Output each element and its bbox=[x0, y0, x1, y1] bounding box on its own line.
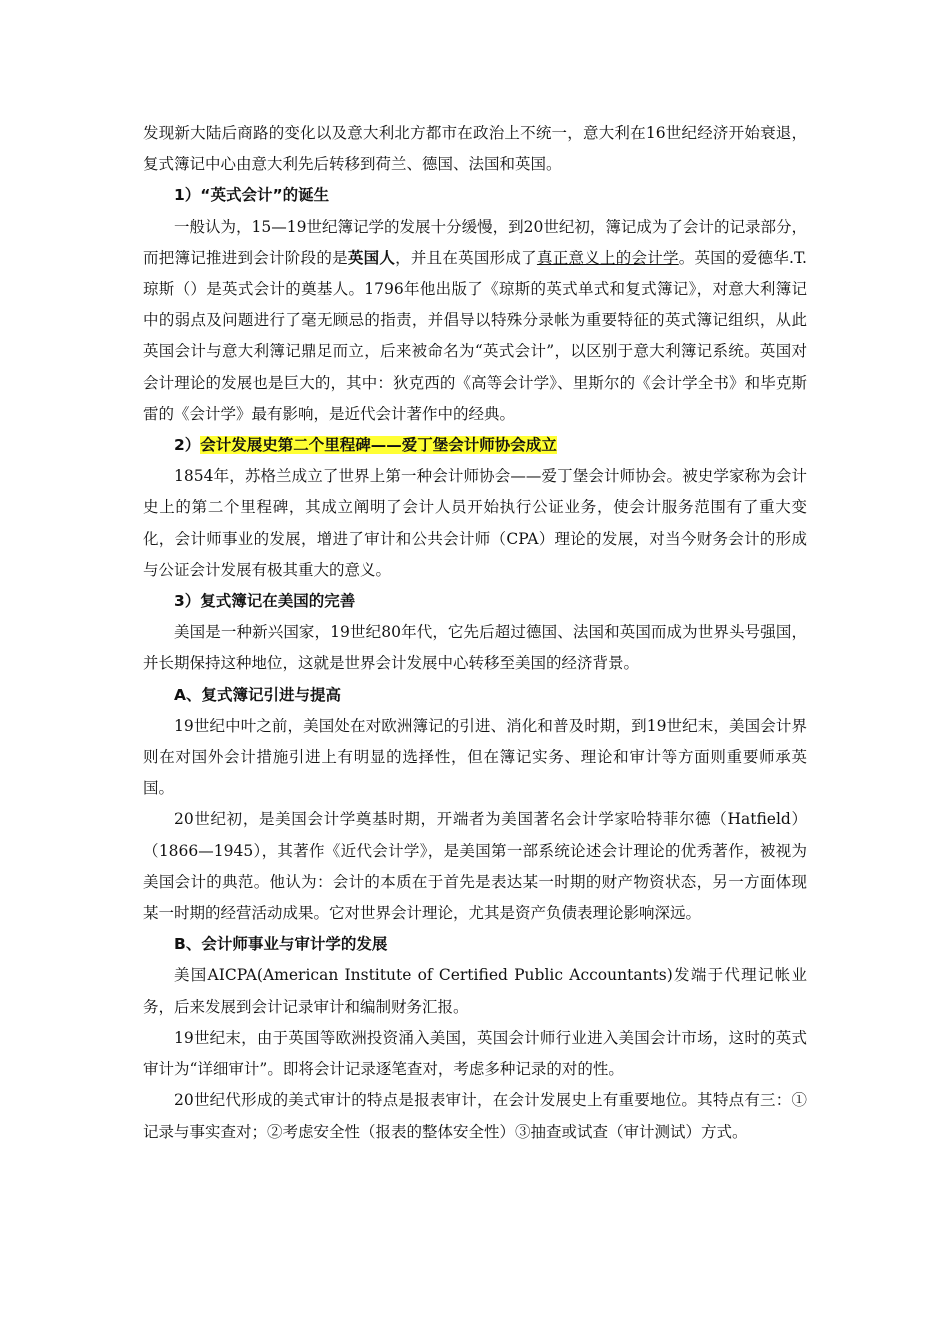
heading-prefix: 2） bbox=[174, 436, 201, 455]
paragraph-usa-background: 美国是一种新兴国家，19世纪80年代，它先后超过德国、法国和英国而成为世界头号强国，并长期保持这种地位，这就是世界会计发展中心转移至美国的经济背景。 bbox=[143, 623, 807, 673]
underlined-text: 真正意义上的会计学 bbox=[536, 248, 679, 267]
paragraph-aicpa: 美国AICPA(American Institute of Certified Public Accountants)发端于代理记帐业务，后来发展到会计记录审计和编制财务汇报。 bbox=[143, 966, 807, 1016]
highlighted-text: 会计发展史第二个里程碑——爱丁堡会计师协会成立 bbox=[200, 436, 557, 455]
heading-milestone bbox=[143, 430, 807, 461]
heading-usa-bookkeeping: 3）复式簿记在美国的完善 bbox=[174, 592, 356, 611]
paragraph-edinburgh: 1854年，苏格兰成立了世界上第一种会计师协会——爱丁堡会计师协会。被史学家称为会计史上的第二个里程碑，其成立阐明了会计人员开始执行公证业务，使会计服务范围有了重大变化，会计师事业的发展，增进了审计和公共会计师（CPA）理论的发展，对当今财务会计的形成与公证会计发展有极其重大的意义。 bbox=[143, 467, 807, 579]
heading-cpa-auditing: B、会计师事业与审计学的发展 bbox=[174, 935, 388, 954]
text-run: ，并且在英国形成了 bbox=[395, 248, 537, 267]
paragraph-intro: 发现新大陆后商路的变化以及意大利北方都市在政治上不统一，意大利在16世纪经济开始衰退，复式簿记中心由意大利先后转移到荷兰、德国、法国和英国。 bbox=[143, 124, 807, 174]
heading-english-accounting: 1）“英式会计”的诞生 bbox=[174, 186, 330, 205]
paragraph-statement-audit: 20世纪代形成的美式审计的特点是报表审计，在会计发展史上有重要地位。其特点有三：①记录与事实查对；②考虑安全性（报表的整体安全性）③抽查或试查（审计测试）方式。 bbox=[143, 1091, 807, 1141]
paragraph-english-accounting bbox=[143, 212, 807, 430]
document-page bbox=[143, 118, 807, 1148]
text-run: 一般认为，15—19世纪簿记学的发展十分缓慢，到20世纪初，簿记成为了会计的记录部分，而把簿记推进到会计阶段的是 bbox=[143, 217, 807, 267]
paragraph-19th-century: 19世纪中叶之前，美国处在对欧洲簿记的引进、消化和普及时期，到19世纪末，美国会计界则在对国外会计措施引进上有明显的选择性，但在簿记实务、理论和审计等方面则重要师承英国。 bbox=[143, 716, 807, 798]
heading-introduction-improvement: A、复式簿记引进与提高 bbox=[174, 685, 341, 704]
paragraph-detailed-audit: 19世纪末，由于英国等欧洲投资涌入美国，英国会计师行业进入美国会计市场，这时的英式审计为“详细审计”。即将会计记录逐笔查对，考虑多种记录的对的性。 bbox=[143, 1028, 807, 1079]
bold-text: 英国人 bbox=[347, 248, 396, 267]
text-run: 。英国的爱德华.T.琼斯（）是英式会计的奠基人。1796年他出版了《琼斯的英式单式和复式簿记》，对意大利簿记中的弱点及问题进行了毫无顾忌的指责，并倡导以特殊分录帐为重要特征的英式簿记组织，从此英国会计与意大利簿记鼎足而立，后来被命名为“英式会计”，以区别于意大利簿记系统。英国对会计理论的发展也是巨大的，其中：狄克西的《高等会计学》、里斯尔的《会计学全书》和毕克斯雷的《会计学》最有影响，是近代会计著作中的经典。 bbox=[143, 248, 807, 423]
paragraph-hatfield: 20世纪初，是美国会计学奠基时期，开端者为美国著名会计学家哈特菲尔德（Hatfield）（1866—1945），其著作《近代会计学》，是美国第一部系统论述会计理论的优秀著作，被视为美国会计的典范。他认为：会计的本质在于首先是表达某一时期的财产物资状态，另一方面体现某一时期的经营活动成果。它对世界会计理论，尤其是资产负债表理论影响深远。 bbox=[143, 810, 807, 923]
